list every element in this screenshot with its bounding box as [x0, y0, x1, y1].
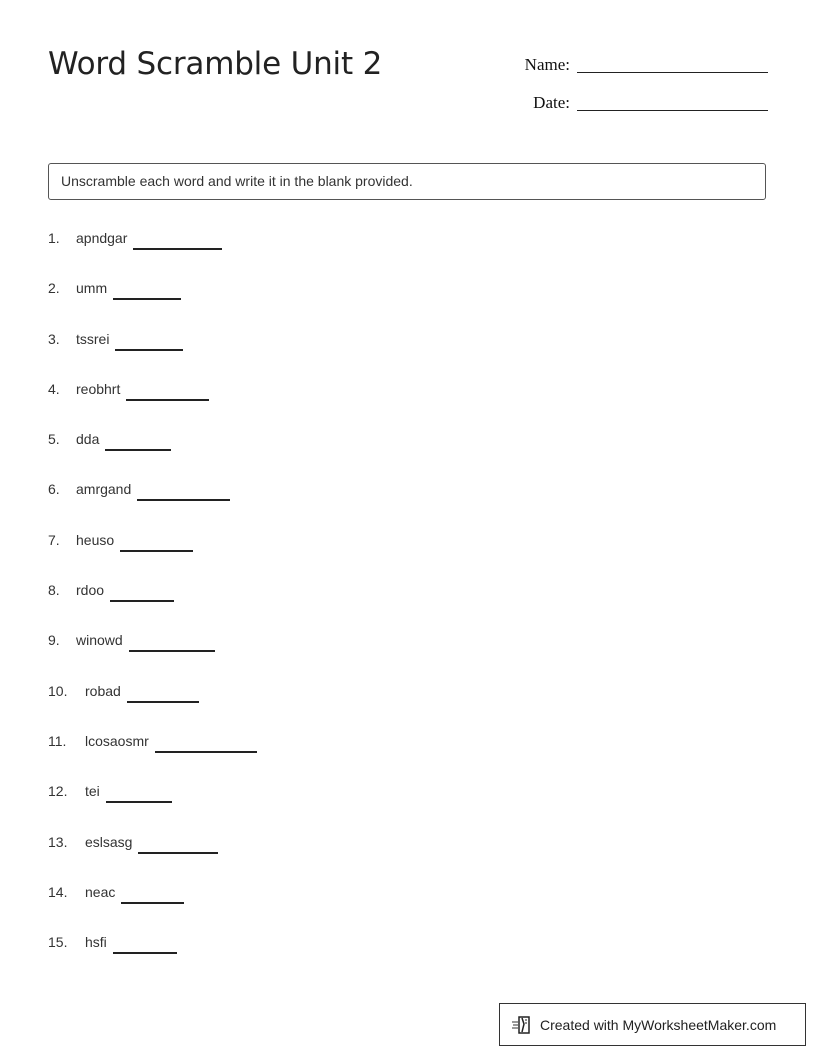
name-label: Name: — [524, 55, 570, 74]
worksheet-maker-logo-icon — [512, 1014, 532, 1036]
answer-blank — [155, 733, 257, 753]
answer-blank — [115, 331, 183, 351]
list-item — [48, 582, 257, 632]
list-item — [48, 934, 257, 984]
scrambled-word: hsfi — [85, 934, 107, 951]
date-blank-line — [577, 109, 768, 111]
item-number: 10. — [48, 682, 68, 699]
list-item — [48, 632, 257, 682]
answer-blank — [105, 431, 171, 451]
item-number: 6. — [48, 481, 60, 498]
footer-credit — [499, 1003, 806, 1046]
answer-blank — [133, 230, 222, 250]
item-number: 9. — [48, 632, 60, 649]
scrambled-word: robad — [85, 682, 121, 699]
scrambled-word: amrgand — [76, 481, 132, 498]
scrambled-word: tei — [85, 783, 100, 800]
footer-text: Created with MyWorksheetMaker.com — [540, 1016, 777, 1033]
answer-blank — [126, 381, 209, 401]
list-item — [48, 733, 257, 783]
list-item — [48, 783, 257, 833]
list-item — [48, 884, 257, 934]
scrambled-word: apndgar — [76, 230, 128, 246]
answer-blank — [113, 934, 177, 954]
scrambled-word: lcosaosmr — [85, 732, 149, 749]
scrambled-word: heuso — [76, 531, 115, 548]
date-field — [533, 94, 768, 111]
answer-blank — [129, 632, 215, 652]
answer-blank — [106, 783, 172, 803]
scrambled-word: dda — [76, 431, 100, 448]
name-field — [525, 56, 768, 73]
item-number: 14. — [48, 883, 68, 900]
list-item — [48, 331, 257, 381]
instructions-box: Unscramble each word and write it in the blank provided. — [48, 163, 766, 200]
answer-blank — [121, 884, 184, 904]
list-item — [48, 683, 257, 733]
scrambled-word: umm — [76, 280, 108, 297]
scrambled-word: neac — [85, 883, 116, 900]
item-number: 13. — [48, 833, 68, 850]
item-number: 1. — [48, 230, 60, 246]
list-item — [48, 532, 257, 582]
list-item — [48, 381, 257, 431]
scrambled-word: tssrei — [76, 330, 110, 347]
list-item — [48, 834, 257, 884]
item-number: 3. — [48, 330, 60, 347]
scrambled-word: reobhrt — [76, 380, 121, 397]
answer-blank — [120, 532, 193, 552]
item-number: 8. — [48, 582, 60, 599]
date-label: Date: — [533, 93, 570, 112]
scrambled-word: rdoo — [76, 582, 105, 599]
list-item — [48, 230, 257, 280]
list-item — [48, 431, 257, 481]
worksheet-title: Word Scramble Unit 2 — [48, 46, 383, 82]
word-list — [48, 230, 257, 984]
item-number: 11. — [48, 732, 67, 749]
list-item — [48, 481, 257, 531]
item-number: 2. — [48, 280, 60, 297]
answer-blank — [138, 834, 218, 854]
answer-blank — [110, 582, 174, 602]
scrambled-word: winowd — [76, 632, 123, 649]
answer-blank — [113, 280, 181, 300]
answer-blank — [137, 481, 230, 501]
answer-blank — [127, 683, 199, 703]
item-number: 12. — [48, 783, 68, 800]
item-number: 4. — [48, 380, 60, 397]
item-number: 7. — [48, 531, 60, 548]
item-number: 5. — [48, 431, 60, 448]
item-number: 15. — [48, 934, 68, 951]
name-blank-line — [577, 71, 768, 73]
scrambled-word: eslsasg — [85, 833, 133, 850]
list-item — [48, 280, 257, 330]
